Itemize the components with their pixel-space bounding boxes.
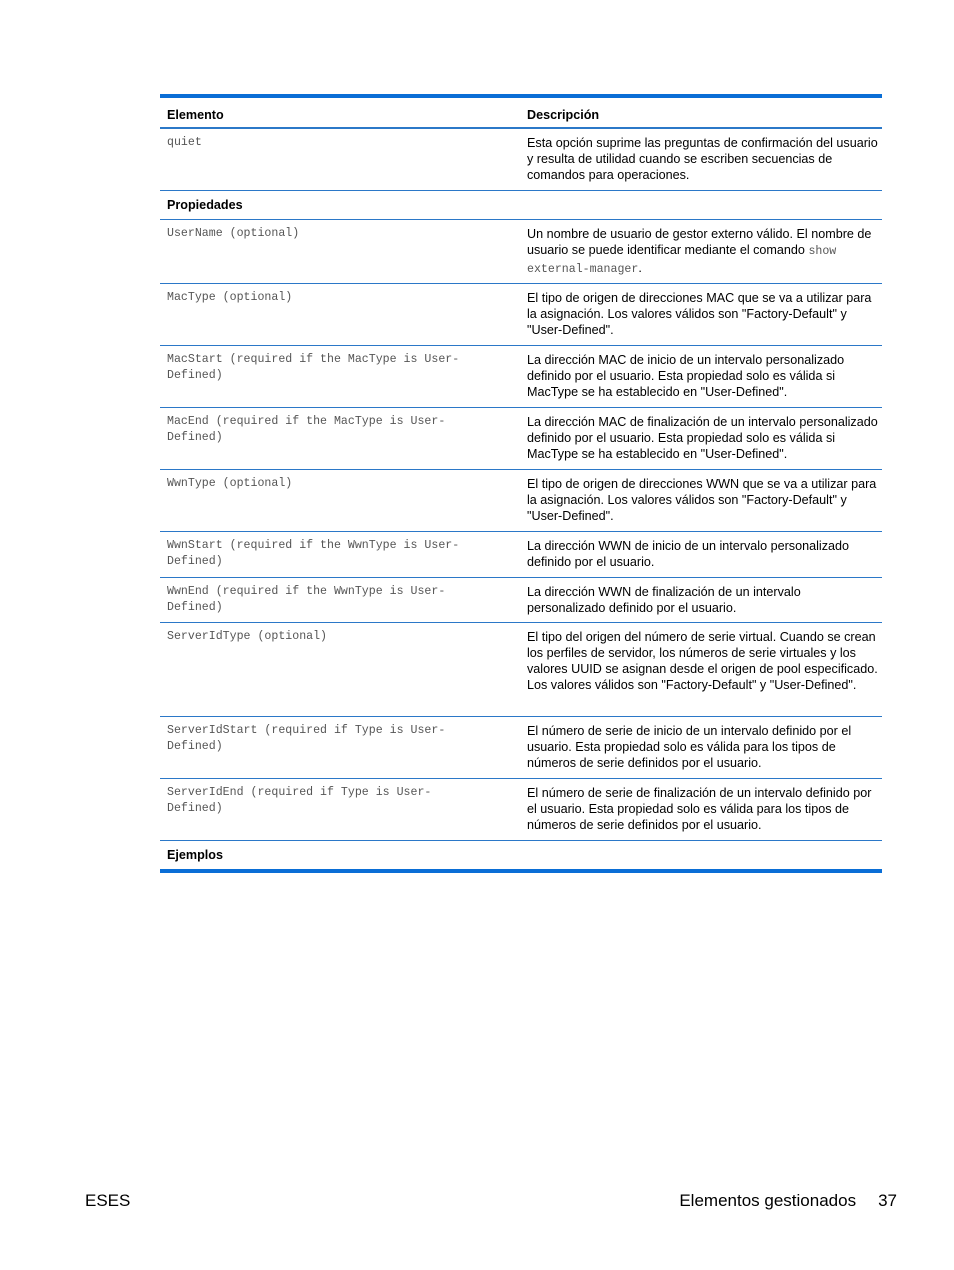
description-text: Un nombre de usuario de gestor externo válido. El nombre de usuario se puede identificar mediante el comando: [527, 227, 872, 257]
section-row-properties: [160, 191, 882, 220]
element-cell: WwnEnd (required if the WwnType is User- Defined): [167, 585, 446, 614]
description-cell: La dirección WWN de inicio de un intervalo personalizado definido por el usuario.: [527, 539, 850, 569]
footer-locale: ESES: [85, 1191, 131, 1210]
table-row: [160, 408, 882, 470]
description-cell: La dirección MAC de finalización de un intervalo personalizado definido por el usuario. Esta propiedad solo es válida si MacType se ha establecido en "User-Defined".: [527, 415, 878, 461]
table-row: [160, 470, 882, 532]
section-title: Propiedades: [167, 198, 243, 212]
table-row: [160, 284, 882, 346]
section-row-examples: [160, 841, 882, 869]
header-descripcion: Descripción: [527, 108, 600, 122]
page-number: 37: [878, 1191, 897, 1210]
table-row: [160, 346, 882, 408]
description-cell: El número de serie de inicio de un intervalo definido por el usuario. Esta propiedad solo es válida para los tipos de números de serie definidos por el usuario.: [527, 724, 852, 770]
description-cell: [521, 220, 882, 283]
table-row: [160, 129, 882, 191]
command-table: [160, 94, 882, 873]
description-cell: Esta opción suprime las preguntas de confirmación del usuario y resulta de utilidad cuando se escriben secuencias de comandos para operaciones.: [527, 136, 878, 182]
footer-section-title: Elementos gestionados: [679, 1191, 857, 1210]
table-header-row: [160, 98, 882, 129]
description-cell: El tipo del origen del número de serie virtual. Cuando se crean los perfiles de servidor, los números de serie virtuales y los valores UUID se asignan desde el origen de pool especificado. Los valores válidos son "Factory-Default" y "User-Defined".: [527, 630, 878, 692]
description-cell: La dirección MAC de inicio de un intervalo personalizado definido por el usuario. Esta propiedad solo es válida si MacType se ha establecido en "User-Defined".: [527, 353, 845, 399]
element-cell: UserName (optional): [167, 227, 300, 240]
footer-right: [679, 1191, 897, 1211]
description-cell: El número de serie de finalización de un intervalo definido por el usuario. Esta propiedad solo es válida para los tipos de números de serie definidos por el usuario.: [527, 786, 872, 832]
element-cell: ServerIdType (optional): [167, 630, 328, 643]
description-text: .: [638, 261, 642, 275]
element-cell: MacStart (required if the MacType is User- Defined): [167, 353, 460, 382]
table-row: [160, 578, 882, 623]
element-cell: quiet: [167, 136, 202, 149]
element-cell: ServerIdStart (required if Type is User- Defined): [167, 724, 446, 753]
table-bottom-rule: [160, 869, 882, 873]
element-cell: ServerIdEnd (required if Type is User- Defined): [167, 786, 432, 815]
section-title: Ejemplos: [167, 848, 223, 862]
table-row: [160, 220, 882, 284]
element-cell: WwnType (optional): [167, 477, 293, 490]
description-cell: El tipo de origen de direcciones MAC que se va a utilizar para la asignación. Los valores válidos son "Factory-Default" y "User-Defined".: [527, 291, 872, 337]
table-row: [160, 623, 882, 717]
table-row: [160, 717, 882, 779]
description-cell: El tipo de origen de direcciones WWN que se va a utilizar para la asignación. Los valores válidos son "Factory-Default" y "User-Defined".: [527, 477, 877, 523]
element-cell: MacEnd (required if the MacType is User- Defined): [167, 415, 446, 444]
command-code: show external-manager: [527, 245, 837, 276]
description-cell: La dirección WWN de finalización de un intervalo personalizado definido por el usuario.: [527, 585, 801, 615]
element-cell: MacType (optional): [167, 291, 293, 304]
table-row: [160, 532, 882, 578]
table-row: [160, 779, 882, 841]
element-cell: WwnStart (required if the WwnType is User- Defined): [167, 539, 460, 568]
header-elemento: Elemento: [167, 108, 224, 122]
